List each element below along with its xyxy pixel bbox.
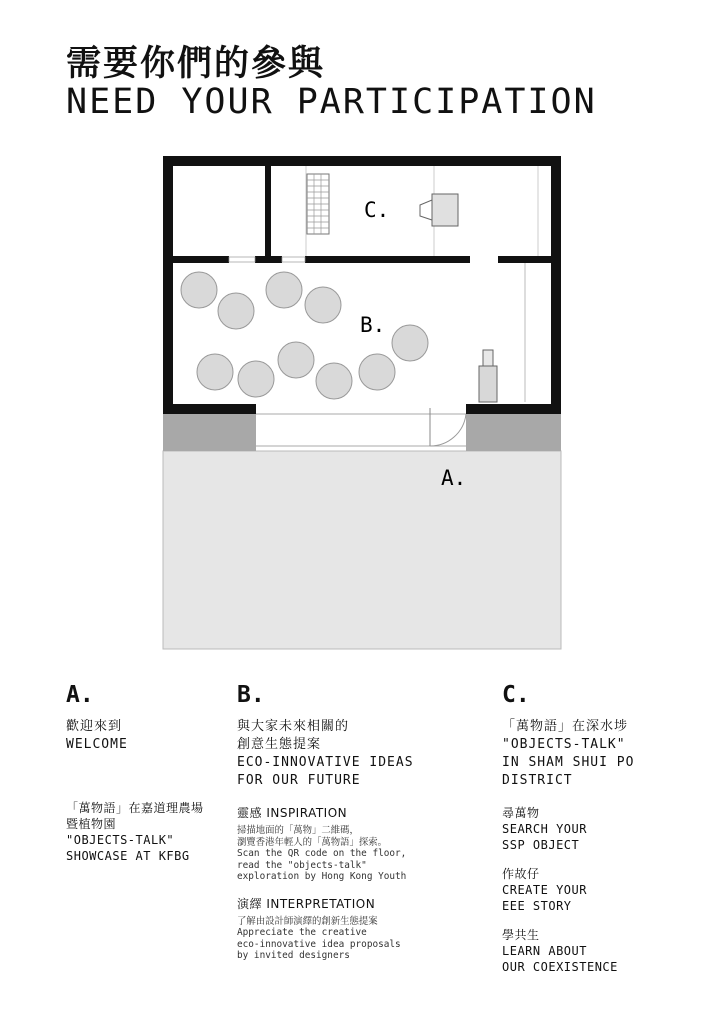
- map-label-a: A.: [441, 466, 467, 490]
- section-a: [66, 682, 226, 864]
- section-c-heading: IN SHAM SHUI PO: [502, 755, 635, 770]
- qr-disc: [392, 325, 428, 361]
- section-c-heading: DISTRICT: [502, 773, 573, 788]
- object-base: [479, 366, 497, 402]
- interpretation-text: 了解由設計師演繹的創新生態提案: [237, 915, 378, 927]
- wall-right: [551, 156, 561, 414]
- qr-disc: [181, 272, 217, 308]
- qr-disc: [316, 363, 352, 399]
- section-b-heading: FOR OUR FUTURE: [237, 773, 361, 788]
- section-c-item-text: LEARN ABOUT: [502, 944, 587, 958]
- wall-interior-vertical: [265, 166, 271, 258]
- section-c-item-text: EEE STORY: [502, 899, 572, 913]
- section-a-detail: "OBJECTS-TALK": [66, 833, 175, 847]
- qr-disc: [266, 272, 302, 308]
- wall-bottom-right: [466, 404, 561, 414]
- object-top: [483, 350, 493, 366]
- section-c-heading: 「萬物語」在深水埗: [502, 719, 629, 734]
- section-c-item-title: 學共生: [502, 928, 540, 942]
- section-c-item-title: 作故仔: [502, 867, 540, 881]
- wall-interior-horizontal: [498, 256, 551, 263]
- section-c-item-text: OUR COEXISTENCE: [502, 960, 618, 974]
- qr-disc: [278, 342, 314, 378]
- section-c-item-title: 尋萬物: [502, 806, 540, 820]
- inspiration-text: 瀏覽香港年輕人的「萬物語」探索。: [237, 836, 388, 848]
- section-b-heading: 創意生態提案: [237, 737, 322, 752]
- door-swing: [430, 414, 466, 446]
- page-title-chinese: 需要你們的參與: [66, 44, 326, 84]
- section-a-detail: 暨植物園: [66, 817, 117, 831]
- section-b-heading: 與大家未來相關的: [237, 719, 350, 734]
- section-c-heading: "OBJECTS-TALK": [502, 737, 626, 752]
- section-a-detail: 「萬物語」在嘉道理農場: [66, 801, 204, 815]
- section-c-letter: C.: [502, 682, 530, 708]
- section-b: [237, 682, 477, 962]
- wall-interior-horizontal: [305, 256, 470, 263]
- entrance-step-right: [466, 414, 561, 451]
- section-c-item-text: SSP OBJECT: [502, 838, 580, 852]
- section-c: [502, 682, 682, 975]
- map-label-c: C.: [364, 198, 390, 222]
- section-c-item-text: CREATE YOUR: [502, 883, 587, 897]
- wall-top: [163, 156, 561, 166]
- interpretation-text: Appreciate the creative: [237, 927, 367, 938]
- room-c-chair: [420, 200, 432, 220]
- section-b-letter: B.: [237, 682, 265, 708]
- interpretation-text: eco-innovative idea proposals: [237, 938, 401, 950]
- wall-bottom-left: [163, 404, 256, 414]
- section-a-heading-en: WELCOME: [66, 737, 128, 752]
- inspiration-title: 靈感 INSPIRATION: [237, 806, 348, 820]
- qr-disc: [218, 293, 254, 329]
- qr-disc: [359, 354, 395, 390]
- interpretation-text: by invited designers: [237, 950, 350, 961]
- page-title-english: NEED YOUR PARTICIPATION: [66, 82, 597, 122]
- section-a-heading-zh: 歡迎來到: [66, 719, 123, 734]
- inspiration-text: exploration by Hong Kong Youth: [237, 871, 407, 882]
- qr-disc: [197, 354, 233, 390]
- qr-disc: [305, 287, 341, 323]
- section-a-detail: SHOWCASE AT KFBG: [66, 849, 190, 863]
- section-b-heading: ECO-INNOVATIVE IDEAS: [237, 755, 414, 770]
- inspiration-text: 掃描地面的「萬物」二維碼，: [237, 825, 359, 836]
- section-a-letter: A.: [66, 682, 94, 708]
- interpretation-title: 演繹 INTERPRETATION: [237, 896, 376, 911]
- inspiration-text: read the "objects-talk": [237, 859, 367, 871]
- wall-interior-horizontal: [173, 256, 229, 263]
- map-label-b: B.: [360, 313, 386, 337]
- section-c-item-text: SEARCH YOUR: [502, 822, 587, 836]
- inspiration-text: Scan the QR code on the floor,: [237, 848, 407, 859]
- room-c-desk: [432, 194, 458, 226]
- entrance-step-left: [163, 414, 256, 451]
- wall-left: [163, 156, 173, 414]
- wall-interior-horizontal: [255, 256, 282, 263]
- outdoor-area: [163, 451, 561, 649]
- qr-disc: [238, 361, 274, 397]
